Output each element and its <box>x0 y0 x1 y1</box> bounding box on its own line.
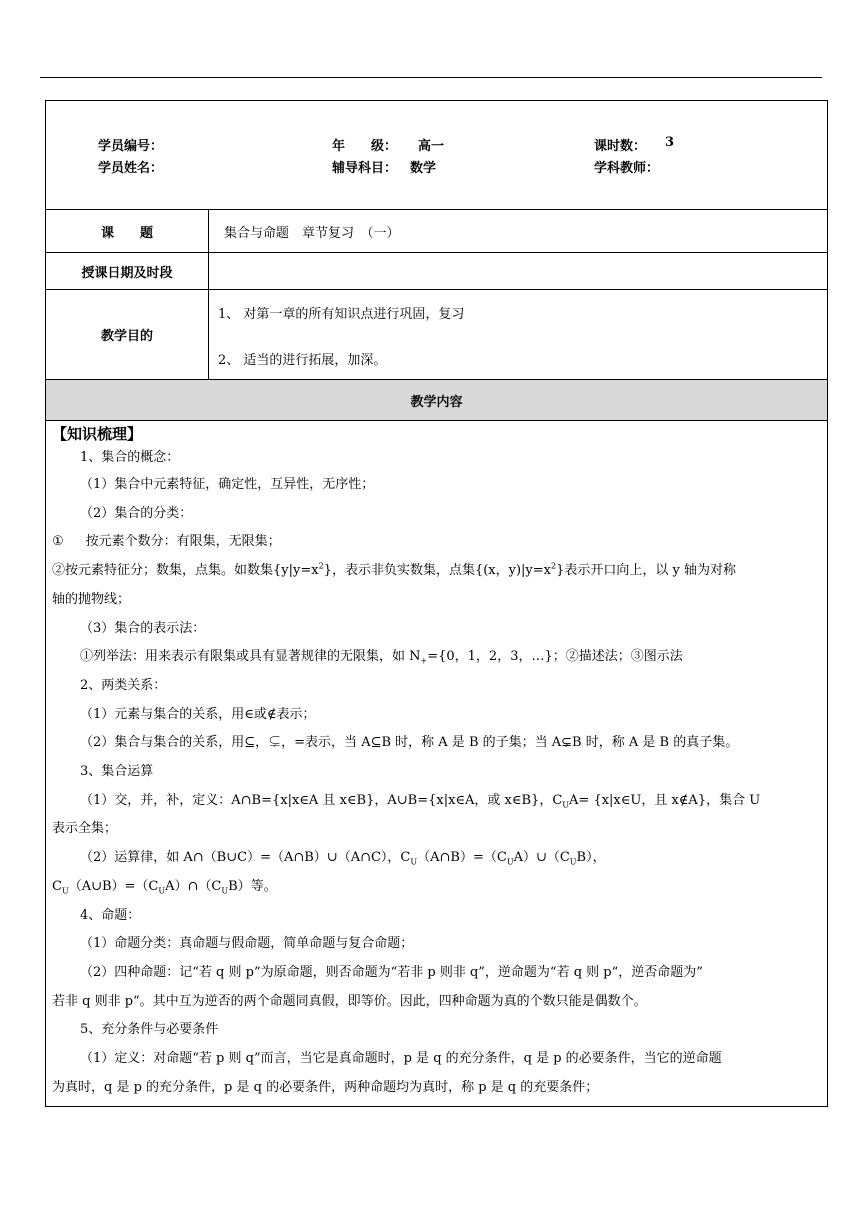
line-10: （1）元素与集合的关系，用∈或∉表示； <box>80 706 316 722</box>
top-rule <box>40 77 822 78</box>
hours-label: 课时数： <box>594 139 647 154</box>
line-17: 4、命题： <box>80 907 141 923</box>
grade-label: 年 级： <box>332 139 398 154</box>
header-block <box>46 101 828 210</box>
line-22: （1）定义：对命题“若 p 则 q”而言，当它是真命题时，p 是 q 的充分条件，q 是 p 的必要条件，当它的逆命题 <box>80 1051 722 1067</box>
teacher-label: 学科教师： <box>594 161 660 176</box>
line-3: （2）集合的分类： <box>80 505 193 521</box>
line-8: ①列举法：用来表示有限集或具有显著规律的无限集，如 $N_+=\{0$，1，2，3，…}；②描述法；③图示法 <box>80 649 683 666</box>
topic-value: 集合与命题 章节复习 （一） <box>209 210 828 253</box>
line-20: 若非 q 则非 p“。其中互为逆否的两个命题同真假，即等价。因此，四种命题为真的个数只能是偶数个。 <box>52 993 647 1009</box>
line-18: （1）命题分类：真命题与假命题，简单命题与复合命题； <box>80 936 414 952</box>
line-2: （1）集合中元素特征，确定性，互异性，无序性； <box>80 477 375 492</box>
line-14: 表示全集； <box>52 821 118 837</box>
goal-item-2: 2、 适当的进行拓展，加深。 <box>218 353 387 368</box>
content-body <box>46 421 828 1107</box>
student-id-label: 学员编号： <box>98 139 164 154</box>
line-15: （2）运算律，如 A∩（B∪C）=（A∩B）∪（A∩C），$C_U(A\cap B)=(C_UA)\cup(C_UB)$， <box>80 850 606 867</box>
grade-value: 高一 <box>418 139 445 154</box>
section-heading: 【知识梳理】 <box>52 425 143 443</box>
lesson-plan-table <box>45 100 828 1107</box>
topic-label: 课 题 <box>46 210 209 253</box>
goal-label: 教学目的 <box>46 290 209 380</box>
line-23: 为真时，q 是 p 的充分条件，p 是 q 的必要条件，两种命题均为真时，称 p 是 q 的充要条件； <box>52 1079 599 1095</box>
date-value <box>209 253 828 290</box>
goal-cell <box>209 290 828 380</box>
line-4: ① 按元素个数分：有限集，无限集； <box>52 534 281 550</box>
goal-item-1: 1、 对第一章的所有知识点进行巩固，复习 <box>218 307 465 322</box>
line-21: 5、充分条件与必要条件 <box>80 1022 219 1038</box>
line-1: 1、集合的概念： <box>80 450 180 465</box>
line-7: （3）集合的表示法： <box>80 620 206 636</box>
line-11: （2）集合与集合的关系，用⊆，⊊，=表示，当 A⊆B 时，称 A 是 B 的子集；当 A⊊B 时，称 A 是 B 的真子集。 <box>80 735 739 751</box>
line-6: 轴的抛物线； <box>52 591 131 607</box>
line-9: 2、两类关系： <box>80 677 167 693</box>
line-12: 3、集合运算 <box>80 764 154 780</box>
date-label: 授课日期及时段 <box>46 253 209 290</box>
line-5: ②按元素特征分；数集，点集。如数集$\{y|y=x^2\}$，表示非负实数集，点集{(x，$y)|y=x^2$}表示开口向上，以 y 轴为对称 <box>52 561 736 579</box>
hours-value: 3 <box>665 135 675 150</box>
student-name-label: 学员姓名： <box>98 161 164 176</box>
line-13: （1）交，并，补，定义：A∩B={x|x∈A 且 x∈B}，A∪B={x|x∈A，或 x∈B}，$C_UA=$ {x|x∈U，且 x∉A}，集合 U <box>80 792 761 810</box>
circled-number: ① <box>52 534 64 550</box>
line-16: $C_U(A\cup B)=(C_UA)\cap(C_UB)$等。 <box>52 878 277 896</box>
subject-label: 辅导科目： <box>332 161 398 176</box>
content-header: 教学内容 <box>46 380 828 421</box>
subject-value: 数学 <box>410 161 437 176</box>
line-19: （2）四种命题：记“若 q 则 p”为原命题，则否命题为“若非 p 则非 q”，逆命题为“若 q 则 p“，逆否命题为” <box>80 964 703 980</box>
